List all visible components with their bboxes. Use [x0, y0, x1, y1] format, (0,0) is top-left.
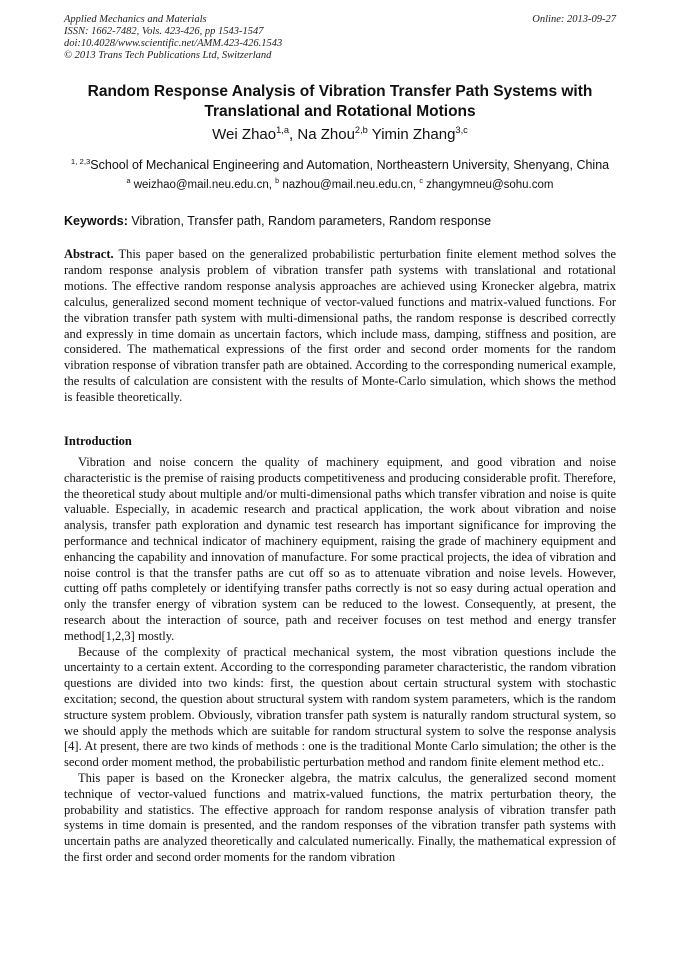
keywords: [64, 213, 616, 229]
email-superscript: c: [419, 177, 423, 186]
online-date: Online: 2013-09-27: [532, 14, 616, 25]
affiliation-text: School of Mechanical Engineering and Automation, Northeastern University, Shenyang, China: [90, 158, 610, 172]
journal-header: [64, 14, 616, 62]
email-superscript: a: [126, 177, 131, 186]
email-superscript: b: [275, 177, 280, 186]
author-name: Yimin Zhang: [371, 126, 456, 143]
author-superscript: 3,c: [455, 125, 468, 135]
paragraph: This paper is based on the Kronecker algebra, the matrix calculus, the generalized second moment technique of vector-valued functions and matrix-valued functions, the matrix perturbation theory, the probability and statistics. The effective approach for random response analysis of vibration transfer path systems in time domain is presented, and the random responses of the vibration transfer path systems with uncertain paths are analyzed theoretically and calculated numerically. Finally, the mathematical expression of the first order and second order moments for the random vibration: [64, 770, 616, 864]
paragraph: Because of the complexity of practical mechanical system, the most vibration questions include the uncertainty to a certain extent. According to the corresponding parameter characteristic, the random vibration questions are divided into two kinds: first, the question about certain structural system with stochastic excitation; second, the question about structural system with random system parameters, which is the random structure system problem. Obviously, vibration transfer path system is naturally random structural system, so we should apply the methods which are suitable for random structural system to solve the response analysis [4]. At present, there are two kinds of methods : one is the traditional Monte Carlo simulation; the other is the second order moment method, the probabilistic perturbation method and random finite element method etc..: [64, 644, 616, 770]
keywords-text: Vibration, Transfer path, Random parameters, Random response: [131, 214, 492, 228]
abstract: [64, 247, 616, 406]
email-link[interactable]: zhangymneu@sohu.com: [426, 179, 554, 191]
keywords-label: Keywords:: [64, 214, 128, 228]
title-line-1: Random Response Analysis of Vibration Transfer Path Systems with: [87, 83, 593, 100]
affiliation-superscript: 1, 2,3: [70, 156, 91, 166]
copyright-line: © 2013 Trans Tech Publications Ltd, Switzerland: [64, 50, 272, 61]
title-line-2: Translational and Rotational Motions: [204, 103, 476, 120]
paragraph: Vibration and noise concern the quality of machinery equipment, and good vibration and noise characteristic is the premise of raising products competitiveness and producing considerable profit. Therefore, the theoretical study about multiple and/or multi-dimensional paths which transfer vibration and noise is quite valuable. Especially, in academic research and practical application, the work about vibration and noise analysis, transfer path exploration and dynamic test research has important significance for improving the performance and technical indicator of machinery equipment, raising the grade of machinery equipment and enhancing the capability and innovation of manufacture. For some practical projects, the idea of vibration and noise control is that the transfer paths are cut off so as to attenuate vibration and noise levels. However, cutting off paths completely or identifying transfer paths correctly is not so easy during actual operation and only the transfer energy of vibration system can be reduced to the lowest. Consequently, at present, the research about the interaction of source, path and receiver focuses on test method and energy transfer method[1,2,3] mostly.: [64, 455, 616, 643]
author-superscript: 2,b: [354, 125, 368, 135]
journal-name: Applied Mechanics and Materials: [64, 14, 207, 25]
introduction-body: [64, 455, 616, 866]
author-name: Wei Zhao: [212, 126, 277, 143]
email-list: [64, 178, 616, 193]
abstract-text: This paper based on the generalized probabilistic perturbation finite element method solves the random response analysis problem of vibration transfer path systems with translational and rotational motions. The effective random response analysis approaches are achieved using Kronecker algebra, matrix calculus, generalized second moment technique of vector-valued functions and matrix-valued functions. For the vibration transfer path system with multi-dimensional paths, the random response is described correctly and expressly in time domain as uncertain factors, which include mass, damping, stiffness and position, are considered. The mathematical expressions of the first order and second order moments for the random vibration response of vibration transfer path are obtained. According to the corresponding numerical example, the results of calculation are consistent with the results of Monte-Carlo simulation, which shows the method is feasible theoretically.: [64, 247, 616, 405]
abstract-label: Abstract.: [64, 247, 114, 261]
paper-title: [64, 82, 616, 122]
affiliation: [64, 157, 616, 173]
section-heading: Introduction: [64, 434, 132, 448]
author-list: Wei Zhao$^{1,a}$, Na Zhou$^{2,b}$ Yimin Zhang$^{3,c}$: [212, 125, 468, 143]
email-link[interactable]: nazhou@mail.neu.edu.cn,: [282, 179, 417, 191]
author-name: Na Zhou: [297, 126, 355, 143]
author-superscript: 1,a: [276, 125, 290, 135]
issn-line: ISSN: 1662-7482, Vols. 423-426, pp 1543-1547: [64, 26, 264, 37]
email-link[interactable]: weizhao@mail.neu.edu.cn,: [133, 179, 272, 191]
doi-line: doi:10.4028/www.scientific.net/AMM.423-426.1543: [64, 38, 283, 49]
